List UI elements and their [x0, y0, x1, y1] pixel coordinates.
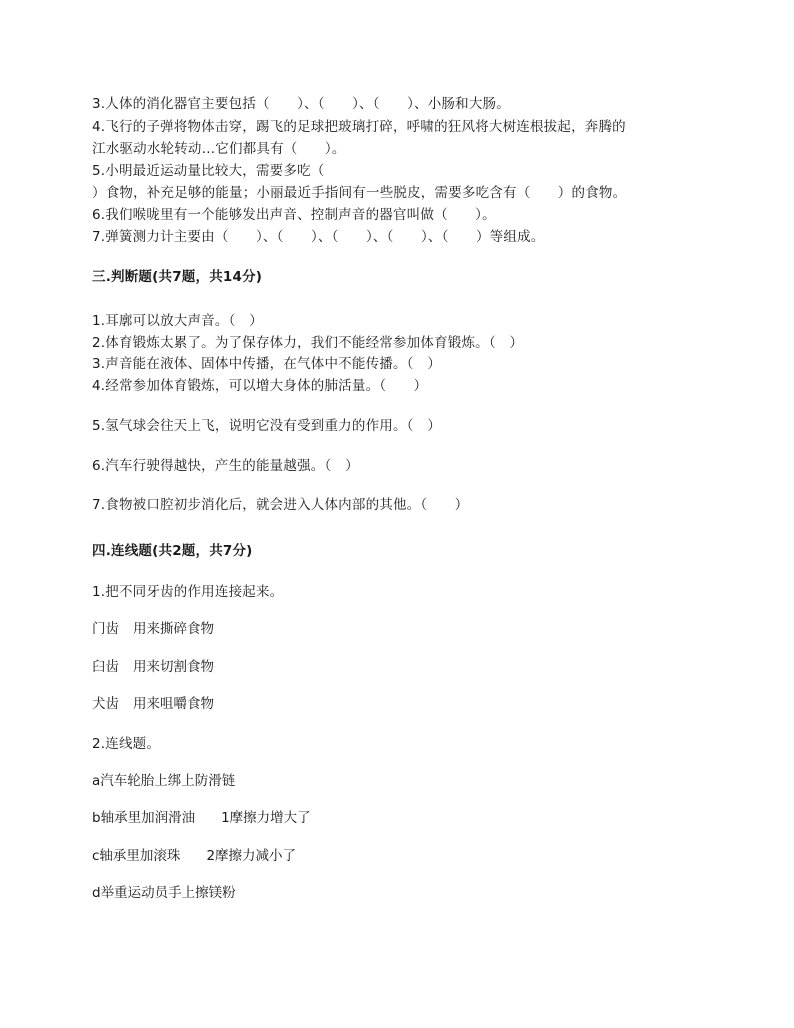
teeth-row-3: [92, 695, 214, 713]
friction-row-b: [92, 809, 311, 827]
friction-right-1: 1摩擦力增大了: [221, 810, 311, 826]
section4-heading: 四.连线题(共2题，共7分): [92, 543, 253, 559]
friction-row-a: [92, 772, 235, 790]
tf-item-1: 1.耳廓可以放大声音。（ ）: [92, 313, 263, 329]
fill-blank-q5-line2: ）食物，补充足够的能量；小丽最近手指间有一些脱皮，需要多吃含有（ ）的食物。: [92, 185, 627, 201]
tf-item-3: 3.声音能在液体、固体中传播，在气体中不能传播。（ ）: [92, 356, 442, 372]
section3-heading: 三.判断题(共7题，共14分): [92, 269, 263, 285]
fill-blank-q4-line1: 4.飞行的子弹将物体击穿，踢飞的足球把玻璃打碎，呼啸的狂风将大树连根拔起，奔腾的: [92, 119, 626, 135]
tf-item-7: 7.食物被口腔初步消化后，就会进入人体内部的其他。（ ）: [92, 497, 469, 513]
friction-row-d: [92, 884, 236, 902]
tf-item-5: 5.氢气球会往天上飞，说明它没有受到重力的作用。（ ）: [92, 418, 442, 434]
tf-item-2: 2.体育锻炼太累了。为了保存体力，我们不能经常参加体育锻炼。（ ）: [92, 335, 524, 351]
tf-item-6: 6.汽车行驶得越快，产生的能量越强。（ ）: [92, 458, 359, 474]
fill-blank-q3: 3.人体的消化器官主要包括（ ）、（ ）、（ ）、小肠和大肠。: [92, 96, 510, 112]
teeth-left-3: 犬齿: [92, 696, 119, 712]
friction-left-d: d举重运动员手上擦镁粉: [92, 885, 236, 901]
teeth-row-1: [92, 620, 214, 638]
match-q2-title: 2.连线题。: [92, 736, 161, 752]
friction-left-b: b轴承里加润滑油: [92, 810, 196, 826]
fill-blank-q4-line2: 江水驱动水轮转动…它们都具有（ ）。: [92, 141, 346, 157]
friction-left-c: c轴承里加滚珠: [92, 848, 181, 864]
fill-blank-q5-line1: 5.小明最近运动量比较大，需要多吃（: [92, 163, 325, 179]
match-q1-title: 1.把不同牙齿的作用连接起来。: [92, 584, 284, 600]
teeth-left-2: 臼齿: [92, 659, 119, 675]
teeth-right-2: 用来切割食物: [133, 659, 214, 675]
teeth-right-1: 用来撕碎食物: [133, 621, 214, 637]
tf-item-4: 4.经常参加体育锻炼，可以增大身体的肺活量。（ ）: [92, 378, 428, 394]
friction-left-a: a汽车轮胎上绑上防滑链: [92, 773, 236, 789]
fill-blank-q6: 6.我们喉咙里有一个能够发出声音、控制声音的器官叫做（ ）。: [92, 207, 496, 223]
friction-row-c: [92, 847, 296, 865]
fill-blank-q7: 7.弹簧测力计主要由（ ）、（ ）、（ ）、（ ）、（ ）等组成。: [92, 229, 545, 245]
teeth-row-2: [92, 658, 214, 676]
teeth-left-1: 门齿: [92, 621, 119, 637]
teeth-right-3: 用来咀嚼食物: [133, 696, 214, 712]
friction-right-2: 2摩擦力减小了: [206, 848, 297, 864]
